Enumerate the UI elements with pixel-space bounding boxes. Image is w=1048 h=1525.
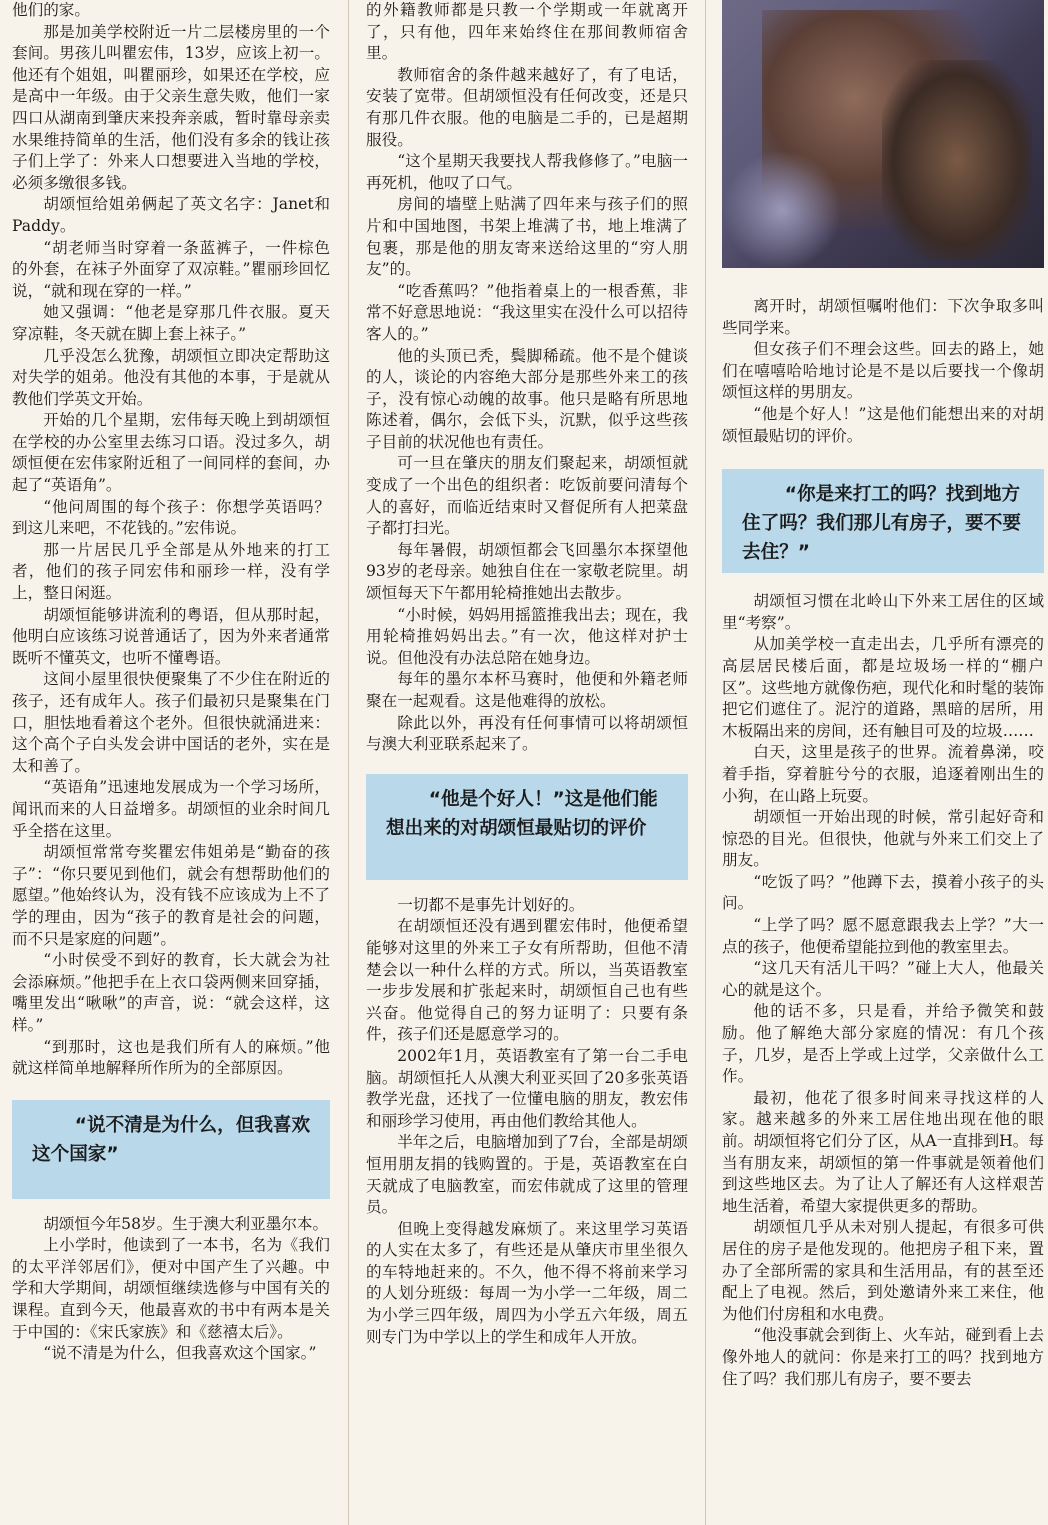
paragraph: “英语角”迅速地发展成为一个学习场所，闻讯而来的人日益增多。胡颂恒的业余时间几乎全搭在这里。 — [12, 778, 330, 840]
paragraph: “吃饭了吗？”他蹲下去，摸着小孩子的头问。 — [722, 872, 1044, 913]
paragraph: 的外籍教师都是只教一个学期或一年就离开了，只有他，四年来始终住在那间教师宿舍里。 — [366, 1, 688, 63]
paragraph: 半年之后，电脑增加到了7台，全部是胡颂恒用朋友捐的钱购置的。于是，英语教室在白天就成了电脑教室，而宏伟就成了这里的管理员。 — [366, 1133, 688, 1217]
paragraph: 他的头顶已秃，鬓脚稀疏。他不是个健谈的人，谈论的内容绝大部分是那些外来工的孩子，没有惊心动魄的故事。他只是略有所思地陈述着，偶尔，会低下头，沉默，似乎这些孩子目前的状况他也有责任。 — [366, 346, 688, 451]
paragraph: 但女孩子们不理会这些。回去的路上，她们在嘻嘻哈哈地讨论是不是以后要找一个像胡颂恒这样的男朋友。 — [722, 340, 1044, 402]
article-column-3 — [722, 296, 1044, 1390]
paragraph: 那是加美学校附近一片二层楼房里的一个套间。男孩儿叫瞿宏伟，13岁，应该上初一。他还有个姐姐，叫瞿丽珍，如果还在学校，应是高中一年级。由于父亲生意失败，他们一家四口从湖南到肇庆来投奔亲戚，暂时靠母亲卖水果维持简单的生活，他们没有多余的钱让孩子们上学了：外来人口想要进入当地的学校，必须多缴很多钱。 — [12, 22, 330, 192]
paragraph: 教师宿舍的条件越来越好了，有了电话，安装了宽带。但胡颂恒没有任何改变，还是只有那几件衣服。他的电脑是二手的，已是超期服役。 — [366, 65, 688, 149]
column-divider-left — [348, 0, 349, 1525]
paragraph: 可一旦在肇庆的朋友们聚起来，胡颂恒就变成了一个出色的组织者：吃饭前要问清每个人的喜好，而临近结束时又督促所有人把菜盘子都打扫光。 — [366, 454, 688, 538]
paragraph: 他们的家。 — [12, 1, 90, 19]
paragraph: 但晚上变得越发麻烦了。来这里学习英语的人实在太多了，有些还是从肇庆市里坐很久的车特地赶来的。不久，他不得不将前来学习的人划分班级：每周一为小学一二年级，周二为小学三四年级，周四为小学五六年级，周五则专门为中学以上的学生和成年人开放。 — [366, 1219, 688, 1346]
paragraph: 她又强调：“他老是穿那几件衣服。夏天穿凉鞋，冬天就在脚上套上袜子。” — [12, 303, 330, 343]
paragraph: 胡颂恒能够讲流利的粤语，但从那时起，他明白应该练习说普通话了，因为外来者通常既听不懂英文，也听不懂粤语。 — [12, 605, 330, 667]
paragraph: 离开时，胡颂恒嘱咐他们：下次争取多叫些同学来。 — [722, 297, 1044, 337]
paragraph: 这间小屋里很快便聚集了不少住在附近的孩子，还有成年人。孩子们最初只是聚集在门口，胆怯地看着这个老外。但很快就涌进来：这个高个子白头发会讲中国话的老外，实在是太和善了。 — [12, 670, 330, 775]
paragraph: 胡颂恒习惯在北岭山下外来工居住的区域里“考察”。 — [722, 592, 1044, 632]
paragraph: “他是个好人！”这是他们能想出来的对胡颂恒最贴切的评价。 — [722, 404, 1044, 445]
paragraph: 胡颂恒常常夸奖瞿宏伟姐弟是“勤奋的孩子”：“你只要见到他们，就会有想帮助他们的愿望。”他始终认为，没有钱不应该成为上不了学的理由，因为“孩子的教育是社会的问题，而不只是家庭的问题”。 — [12, 843, 330, 948]
paragraph: “这几天有活儿干吗？”碰上大人，他最关心的就是这个。 — [722, 959, 1044, 999]
article-column-2 — [366, 0, 688, 1348]
paragraph: 上小学时，他读到了一本书，名为《我们的太平洋邻居们》，便对中国产生了兴趣。中学和大学期间，胡颂恒继续选修与中国有关的课程。直到今天，他最喜欢的书中有两本是关于中国的：《宋氏家族》和《慈禧太后》。 — [12, 1236, 330, 1341]
paragraph: “这个星期天我要找人帮我修修了。”电脑一再死机，他叹了口气。 — [366, 152, 688, 192]
paragraph: “小时候，妈妈用摇篮推我出去；现在，我用轮椅推妈妈出去。”有一次，他这样对护士说。但他没有办法总陪在她身边。 — [366, 605, 688, 667]
article-column-1 — [12, 0, 330, 1365]
section-heading: “说不清是为什么，但我喜欢这个国家” — [12, 1100, 330, 1199]
paragraph: 胡颂恒给姐弟俩起了英文名字：Janet和Paddy。 — [12, 195, 330, 235]
paragraph: 一切都不是事先计划好的。 — [397, 895, 585, 914]
paragraph: “说不清是为什么，但我喜欢这个国家。” — [43, 1344, 317, 1363]
paragraph: 胡颂恒几乎从未对别人提起，有很多可供居住的房子是他发现的。他把房子租下来，置办了全部所需的家具和生活用品，有的甚至还配上了电视。然后，到处邀请外来工来住，他为他们付房租和水电费。 — [722, 1218, 1044, 1323]
paragraph: 开始的几个星期，宏伟每天晚上到胡颂恒在学校的办公室里去练习口语。没过多久，胡颂恒便在宏伟家附近租了一间同样的套间，办起了“英语角”。 — [12, 411, 330, 495]
section-heading: “你是来打工的吗？找到地方住了吗？我们那儿有房子，要不要去住？” — [722, 469, 1044, 573]
paragraph: 几乎没怎么犹豫，胡颂恒立即决定帮助这对失学的姐弟。他没有其他的本事，于是就从教他们学英文开始。 — [12, 346, 330, 408]
paragraph: 每年的墨尔本杯马赛时，他便和外籍老师聚在一起观看。这是他难得的放松。 — [366, 670, 688, 710]
photo-background — [722, 150, 842, 268]
paragraph: “到那时，这也是我们所有人的麻烦。”他就这样简单地解释所作所为的全部原因。 — [12, 1037, 330, 1078]
paragraph: “小时侯受不到好的教育，长大就会为社会添麻烦。”他把手在上衣口袋两侧来回穿插，嘴里发出“啾啾”的声音，说：“就会这样，这样。” — [12, 951, 330, 1034]
paragraph: 他的话不多，只是看，并给予微笑和鼓励。他了解绝大部分家庭的情况：有几个孩子，几岁，是否上学或上过学，父亲做什么工作。 — [722, 1002, 1044, 1086]
column-divider-right — [705, 0, 706, 1525]
paragraph: “胡老师当时穿着一条蓝裤子，一件棕色的外套，在袜子外面穿了双凉鞋。”瞿丽珍回忆说，“就和现在穿的一样。” — [12, 238, 330, 300]
paragraph: 在胡颂恒还没有遇到瞿宏伟时，他便希望能够对这里的外来工子女有所帮助，但他不清楚会以一种什么样的方式。所以，当英语教室一步步发展和扩张起来时，胡颂恒自己也有些兴奋。他觉得自己的努力证明了：只要有条件，孩子们还是愿意学习的。 — [366, 917, 688, 1044]
paragraph: 2002年1月，英语教室有了第一台二手电脑。胡颂恒托人从澳大利亚买回了20多张英语教学光盘，还找了一位懂电脑的朋友，教宏伟和丽珍学习使用，再由他们教给其他人。 — [366, 1046, 688, 1130]
paragraph: “他没事就会到街上、火车站，碰到看上去像外地人的就问：你是来打工的吗？找到地方住了吗？我们那儿有房子，要不要去 — [722, 1326, 1044, 1388]
paragraph: “上学了吗？愿不愿意跟我去上学？”大一点的孩子，他便希望能拉到他的教室里去。 — [722, 916, 1044, 956]
paragraph: 从加美学校一直走出去，几乎所有漂亮的高层居民楼后面，都是垃圾场一样的“棚户区”。这些地方就像伤疤，现代化和时髦的装饰把它们遮住了。泥泞的道路，黑暗的居所，用木板隔出来的房间，还有触目可及的垃圾…… — [722, 635, 1044, 740]
paragraph: 除此以外，再没有任何事情可以将胡颂恒与澳大利亚联系起来了。 — [366, 713, 688, 754]
paragraph: 胡颂恒今年58岁。生于澳大利亚墨尔本。 — [43, 1214, 329, 1233]
section-heading: “他是个好人！”这是他们能想出来的对胡颂恒最贴切的评价 — [366, 774, 688, 880]
photo-figure — [882, 60, 1032, 260]
paragraph: 那一片居民几乎全部是从外地来的打工者，他们的孩子同宏伟和丽珍一样，没有学上，整日闲逛。 — [12, 540, 330, 603]
paragraph: 每年暑假，胡颂恒都会飞回墨尔本探望他93岁的老母亲。她独自住在一家敬老院里。胡颂恒每天下午都用轮椅推她出去散步。 — [366, 540, 688, 603]
paragraph: 最初，他花了很多时间来寻找这样的人家。越来越多的外来工居住地出现在他的眼前。胡颂恒将它们分了区，从A一直排到H。每当有朋友来，胡颂恒的第一件事就是领着他们到这些地区去。为了让人了解还有人这样艰苦地生活着，希望大家提供更多的帮助。 — [722, 1088, 1044, 1215]
article-photo — [722, 0, 1044, 268]
paragraph: 胡颂恒一开始出现的时候，常引起好奇和惊恐的目光。但很快，他就与外来工们交上了朋友。 — [722, 808, 1044, 870]
paragraph: 白天，这里是孩子的世界。流着鼻涕，咬着手指，穿着脏兮兮的衣服，追逐着刚出生的小狗，在山路上玩耍。 — [722, 743, 1044, 805]
paragraph: “他问周围的每个孩子：你想学英语吗？到这儿来吧，不花钱的。”宏伟说。 — [12, 497, 330, 538]
paragraph: 房间的墙壁上贴满了四年来与孩子们的照片和中国地图，书架上堆满了书，地上堆满了包裹，那是他的朋友寄来送给这里的“穷人朋友”的。 — [366, 195, 688, 279]
paragraph: “吃香蕉吗？”他指着桌上的一根香蕉，非常不好意思地说：“我这里实在没什么可以招待客人的。” — [366, 281, 688, 343]
